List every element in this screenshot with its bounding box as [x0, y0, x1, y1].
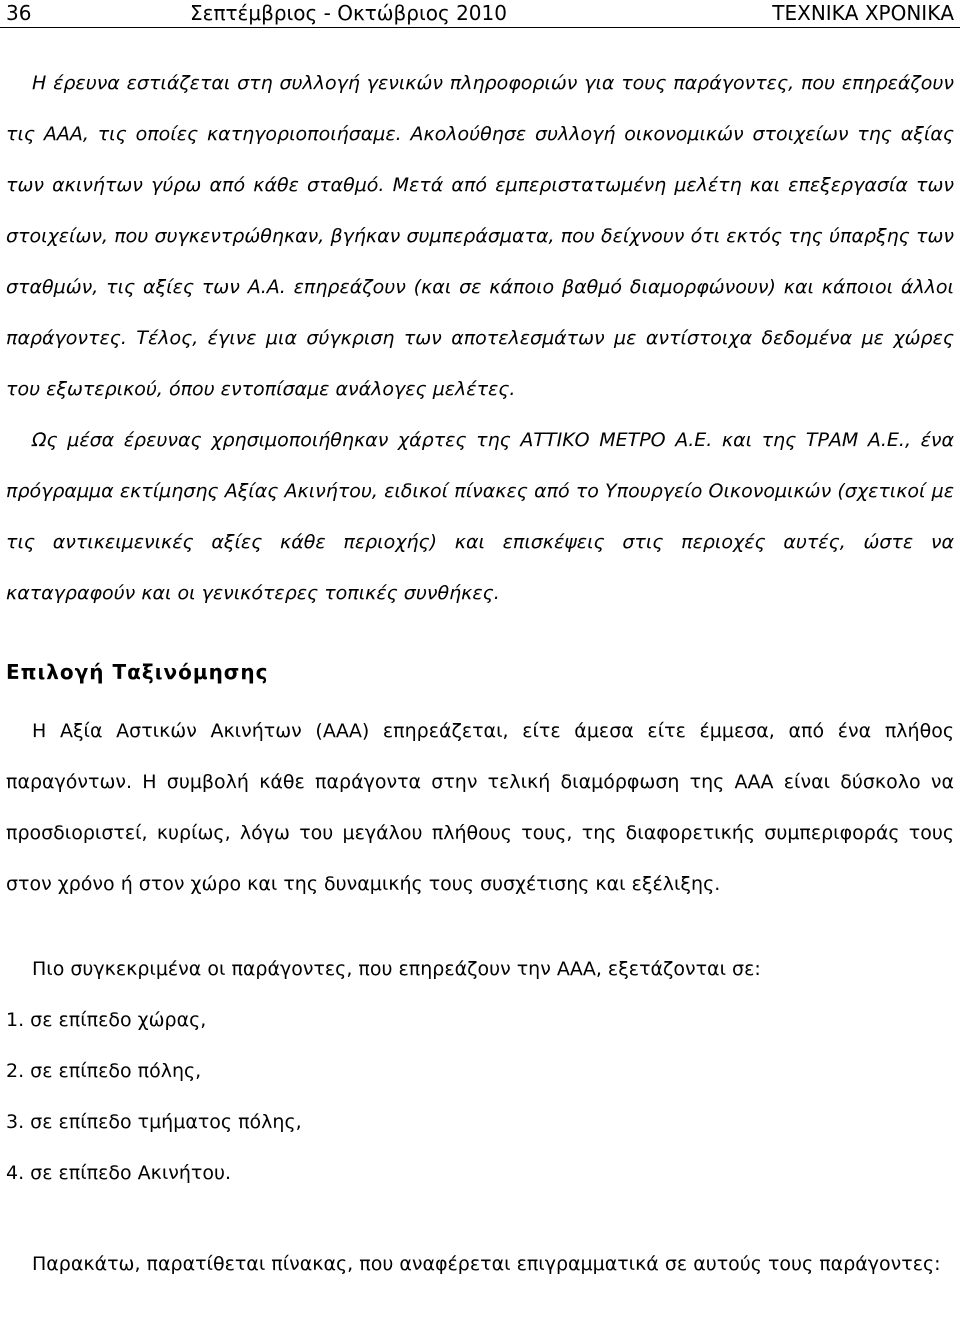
page-number: 36 — [6, 1, 32, 25]
journal-title: ΤΕΧΝΙΚΑ ΧΡΟΝΙΚΑ — [772, 1, 954, 25]
paragraph-research-tools: Ως μέσα έρευνας χρησιμοποιήθηκαν χάρτες της ΑΤΤΙΚΟ ΜΕΤΡΟ Α.Ε. και της ΤΡΑΜ Α.Ε., ένα πρόγραμμα εκτίμησης Αξίας Ακινήτου, ειδικοί πίνακες από το Υπουργείο Οικονομικών (σχετικοί με τις αντικειμενικές αξίες κάθε περιοχής) και επισκέψεις στις περιοχές αυτές, ώστε να καταγραφούν και οι γενικότερες τοπικές συνθήκες. — [6, 429, 954, 604]
list-item: 1. σε επίπεδο χώρας, — [6, 1009, 207, 1031]
page-header — [0, 0, 960, 28]
list-item: 3. σε επίπεδο τμήματος πόλης, — [6, 1111, 302, 1133]
list-item: 2. σε επίπεδο πόλης, — [6, 1060, 202, 1082]
section-heading: Επιλογή Ταξινόμησης — [6, 660, 269, 684]
paragraph-classification: Η Αξία Αστικών Ακινήτων (ΑΑΑ) επηρεάζεται, είτε άμεσα είτε έμμεσα, από ένα πλήθος παραγόντων. Η συμβολή κάθε παράγοντα στην τελική διαμόρφωση της ΑΑΑ είναι δύσκολο να προσδιοριστεί, κυρίως, λόγω του μεγάλου πλήθους τους, της διαφορετικής συμπεριφοράς τους στον χρόνο ή στον χώρο και της δυναμικής τους συσχέτισης και εξέλιξης. — [6, 720, 954, 895]
article-body — [6, 58, 954, 1290]
issue-date: Σεπτέμβριος - Οκτώβριος 2010 — [190, 1, 507, 25]
paragraph-research-focus: Η έρευνα εστιάζεται στη συλλογή γενικών πληροφοριών για τους παράγοντες, που επηρεάζουν τις ΑΑΑ, τις οποίες κατηγοριοποιήσαμε. Ακολούθησε συλλογή οικονομικών στοιχείων της αξίας των ακινήτων γύρω από κάθε σταθμό. Μετά από εμπεριστατωμένη μελέτη και επεξεργασία των στοιχείων, που συγκεντρώθηκαν, βγήκαν συμπεράσματα, που δείχνουν ότι εκτός της ύπαρξης των σταθμών, τις αξίες των Α.Α. επηρεάζουν (και σε κάποιο βαθμό διαμορφώνουν) και κάποιοι άλλοι παράγοντες. Τέλος, έγινε μια σύγκριση των αποτελεσμάτων με αντίστοιχα δεδομένα με χώρες του εξωτερικού, όπου εντοπίσαμε ανάλογες μελέτες. — [6, 72, 954, 400]
paragraph-factors-intro: Πιο συγκεκριμένα οι παράγοντες, που επηρεάζουν την ΑΑΑ, εξετάζονται σε: — [32, 958, 761, 980]
paragraph-table-intro: Παρακάτω, παρατίθεται πίνακας, που αναφέρεται επιγραμματικά σε αυτούς τους παράγοντες: — [32, 1253, 941, 1275]
list-item: 4. σε επίπεδο Ακινήτου. — [6, 1162, 232, 1184]
